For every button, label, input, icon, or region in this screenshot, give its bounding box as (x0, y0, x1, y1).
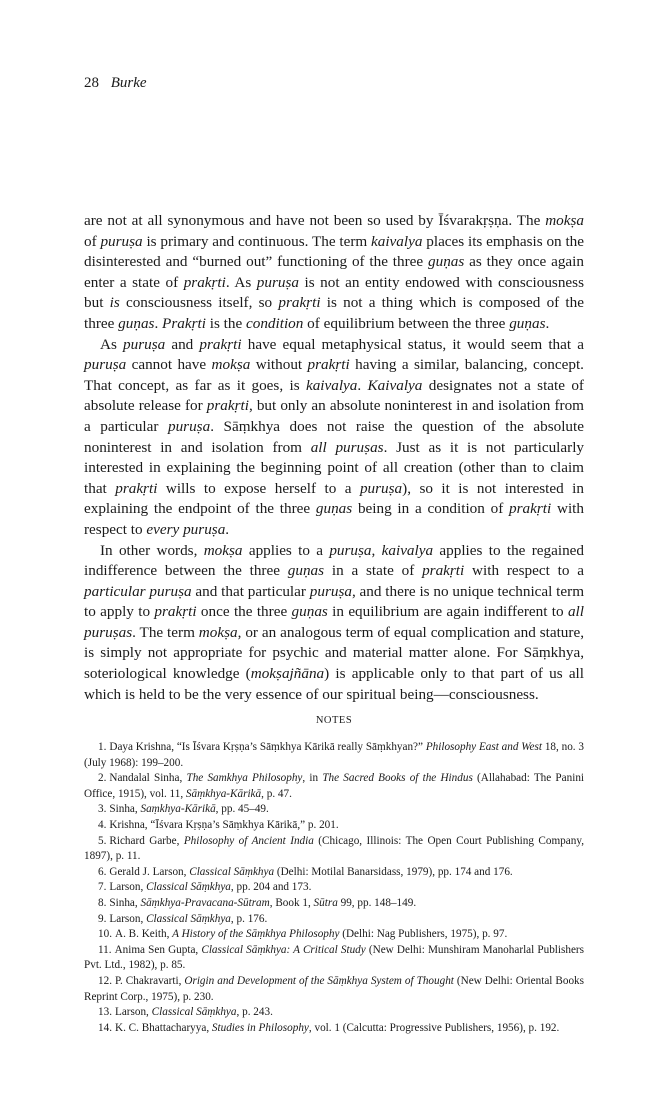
text-run: , and there is no unique technical term to apply to (84, 582, 585, 621)
note-number: 1. (98, 741, 107, 753)
italic-term: prakṛti (115, 479, 158, 497)
text-run: , pp. 45–49. (215, 803, 269, 816)
body-text (84, 211, 584, 705)
italic-term: Sūtra (313, 896, 338, 909)
italic-term: Saṃkhya-Kārikā (140, 803, 216, 816)
text-run: , vol. 1 (Calcutta: Progressive Publishers, 1956), p. 192. (308, 1021, 560, 1034)
note-number: 14. (98, 1021, 112, 1034)
text-run: (New Delhi: Oriental Books Reprint Corp., 1975), p. 230. (84, 974, 584, 1003)
italic-term: Classical Sāṃkhya (151, 1006, 237, 1019)
italic-term: guṇas (291, 603, 328, 621)
note-item (84, 912, 584, 928)
note-number: 8. (98, 896, 107, 909)
italic-term: puruṣa (256, 273, 299, 291)
italic-term: prakṛti (422, 562, 465, 580)
italic-term: Sāṃkhya-Pravacana-Sūtram (140, 896, 270, 909)
text-run: Sinha, (109, 896, 141, 909)
italic-term: The Sacred Books of the Hindus (322, 772, 473, 785)
text-run: (Delhi: Motilal Banarsidass, 1979), pp. 174 and 176. (274, 865, 513, 878)
text-run: Sinha, (109, 803, 141, 816)
italic-term: The Samkhya Philosophy (186, 772, 303, 785)
text-run: (New Delhi: Munshiram Manoharlal Publishers Pvt. Ltd., 1982), p. 85. (84, 943, 584, 972)
italic-term: mokṣa (203, 541, 243, 559)
italic-term: is (109, 294, 120, 312)
text-run: without (250, 356, 308, 374)
text-run: once the three (196, 603, 292, 621)
italic-term: particular puruṣa (84, 582, 192, 600)
text-run: places its emphasis on the disinterested and “burned out” functioning of the three (84, 232, 584, 271)
italic-term: guṇas (315, 500, 353, 518)
italic-term: puruṣa (123, 335, 166, 353)
note-item (84, 834, 584, 865)
text-run: 99, pp. 148–149. (337, 896, 417, 909)
text-run: , pp. 204 and 173. (230, 881, 312, 894)
note-number: 2. (98, 772, 107, 785)
text-run: Gerald J. Larson, (109, 865, 190, 878)
text-run: and that particular (191, 582, 310, 600)
text-run: is the (205, 314, 246, 332)
italic-term: prakṛti (154, 603, 197, 621)
italic-term: puruṣa (167, 417, 211, 435)
text-run: in equilibrium are again indifferent to (327, 603, 568, 621)
text-run: is not an entity endowed with consciousness but (84, 273, 584, 312)
italic-term: guṇas (118, 314, 155, 332)
italic-term: prakṛti (183, 273, 226, 291)
italic-term: mokṣa (198, 623, 238, 641)
text-run: (Chicago, Illinois: The Open Court Publishing Company, 1897), p. 11. (84, 834, 584, 863)
italic-term: Classical Sāṃkhya: A Critical Study (201, 943, 366, 956)
italic-term: Classical Sāṃkhya (189, 865, 275, 878)
note-item (84, 974, 584, 1005)
text-run: . (357, 376, 368, 394)
italic-term: prakṛti (307, 356, 350, 374)
text-run: As (100, 335, 124, 353)
text-run: cannot have (126, 356, 212, 374)
italic-term: A History of the Sāṃkhya Philosophy (172, 928, 340, 941)
text-run: ) is applicable only to that part of us all which is held to be the very essence of our spiritual being—consciousness. (84, 665, 584, 703)
italic-term: mokṣa (545, 212, 584, 229)
text-run: of equilibrium between the three (303, 314, 510, 332)
note-number: 10. (98, 928, 112, 941)
note-item (84, 1005, 584, 1021)
text-run: P. Chakravarti, (114, 974, 185, 987)
text-run: are not at all synonymous and have not been so used by Īśvarakṛṣṇa. The (84, 212, 546, 229)
note-item (84, 740, 584, 771)
italic-term: prakṛti (206, 397, 249, 415)
text-run: Richard Garbe, (109, 834, 184, 847)
note-number: 3. (98, 803, 107, 816)
italic-term: puruṣa (329, 541, 372, 559)
text-run: (Allahabad: The Panini Office, 1915), vol. 11, (84, 772, 585, 800)
italic-term: Classical Sāṃkhya (146, 881, 231, 894)
note-number: 13. (98, 1006, 112, 1019)
italic-term: guṇas (428, 253, 465, 271)
text-run: in a state of (324, 562, 423, 580)
italic-term: Kaivalya (367, 376, 423, 394)
text-run: A. B. Keith, (114, 928, 173, 941)
text-run: Larson, (114, 1006, 152, 1019)
italic-term: all puruṣas (310, 438, 384, 456)
text-run: Larson, (109, 912, 147, 925)
italic-term: mokṣa (211, 356, 251, 374)
body-paragraph (84, 335, 584, 541)
italic-term: all puruṣas (84, 603, 584, 641)
note-number: 7. (98, 881, 107, 894)
italic-term: puruṣa (359, 479, 403, 497)
text-run: , p. 243. (236, 1006, 273, 1019)
text-run: applies to a (242, 541, 330, 559)
italic-term: prakṛti (199, 335, 242, 353)
text-run: and (165, 335, 200, 353)
text-run: applies to the regained indifference between the three (84, 541, 584, 580)
text-run: Anima Sen Gupta, (114, 943, 202, 956)
text-run: wills to expose herself to a (157, 479, 360, 497)
body-paragraph (84, 541, 584, 706)
italic-term: condition (246, 314, 304, 332)
text-run: having a similar, balancing, concept. That concept, as far as it goes, is (84, 356, 584, 394)
note-number: 4. (98, 818, 107, 831)
italic-term: Classical Sāṃkhya (146, 912, 231, 925)
text-run: , in (302, 772, 323, 785)
text-run: being in a condition of (352, 500, 510, 518)
note-item (84, 818, 584, 834)
note-number: 6. (98, 865, 107, 878)
text-run: is primary and continuous. The term (142, 232, 371, 250)
italic-term: guṇas (509, 314, 546, 332)
text-run: have equal metaphysical status, it would seem that a (241, 335, 584, 353)
text-run: In other words, (100, 541, 204, 559)
italic-term: Origin and Development of the Sāṃkhya System of Thought (184, 974, 454, 987)
text-run: designates not a state of absolute release for (84, 376, 584, 415)
text-run: ), so it is not interested in explaining the endpoint of the three (84, 479, 584, 518)
notes-heading: NOTES (315, 715, 353, 726)
text-run: with respect to (84, 500, 584, 538)
italic-term: kaivalya (381, 541, 434, 559)
note-item (84, 771, 584, 802)
italic-term: every puruṣa (146, 520, 226, 538)
italic-term: Prakṛti (162, 314, 206, 332)
text-run: , Book 1, (269, 896, 314, 909)
text-run: Larson, (109, 881, 147, 894)
text-run: , p. 176. (230, 912, 268, 925)
text-run: . (545, 314, 550, 332)
italic-term: kaivalya (305, 376, 358, 394)
body-paragraph (84, 211, 584, 335)
note-item (84, 943, 584, 974)
text-run: . Just as it is not particularly interested in explaining the beginning point of all creation (other than to claim that (84, 438, 585, 497)
text-run: , or an analogous term of equal complication and stature, is simply not appropriate for psychic and material matter alone. For Sāṃkhya, soteriological knowledge ( (84, 623, 584, 683)
text-run: Daya Krishna, “Is Īśvara Kṛṣṇa’s Sāṃkhya Kārikā really Sāṃkhyan?” (109, 741, 426, 753)
text-run: Krishna, “Īśvara Kṛṣṇa’s Sāṃkhya Kārikā,” p. 201. (109, 818, 339, 831)
text-run: . The term (132, 623, 199, 641)
note-item (84, 865, 584, 881)
italic-term: kaivalya (371, 232, 423, 250)
italic-term: Philosophy of Ancient India (183, 834, 314, 847)
note-item (84, 802, 584, 818)
italic-term: puruṣa (84, 356, 127, 374)
italic-term: puruṣa (309, 582, 352, 600)
italic-term: guṇas (287, 562, 325, 580)
running-head-author: Burke (110, 75, 147, 91)
text-run: , p. 47. (261, 787, 292, 800)
note-number: 12. (98, 974, 112, 987)
text-run: 18, no. 3 (July 1968): 199–200. (84, 741, 585, 769)
running-head (84, 74, 147, 92)
note-number: 5. (98, 834, 107, 847)
text-run: (Delhi: Nag Publishers, 1975), p. 97. (339, 928, 508, 941)
note-number: 9. (98, 912, 107, 925)
text-run: K. C. Bhattacharyya, (114, 1021, 212, 1034)
text-run: is not a thing which is composed of the three (84, 294, 584, 332)
text-run: with respect to a (464, 562, 584, 580)
note-item (84, 896, 584, 912)
text-run: . As (225, 273, 257, 291)
text-run: of (84, 232, 101, 250)
italic-term: puruṣa (100, 232, 143, 250)
note-item (84, 927, 584, 943)
italic-term: Studies in Philosophy (211, 1021, 309, 1034)
italic-term: mokṣajñāna (250, 665, 325, 683)
italic-term: prakṛti (509, 500, 552, 518)
page-number: 28 (84, 75, 99, 91)
text-run: consciousness itself, so (119, 294, 279, 312)
text-run: . (225, 520, 230, 538)
text-run: Nandalal Sinha, (109, 772, 187, 785)
italic-term: prakṛti (278, 294, 321, 312)
text-run: as they once again enter a state of (84, 253, 584, 291)
text-run: , (371, 541, 382, 559)
text-run: , but only an absolute noninterest in and isolation from a particular (84, 397, 584, 435)
note-item (84, 1021, 584, 1037)
italic-term: Philosophy East and West (425, 741, 542, 753)
text-run: . Sāṃkhya does not raise the question of the absolute noninterest in and isolation from (84, 417, 584, 456)
note-item (84, 880, 584, 896)
italic-term: Sāṃkhya-Kārikā (185, 787, 262, 800)
notes-list (84, 740, 584, 1036)
note-number: 11. (98, 943, 112, 956)
text-run: . (154, 314, 163, 332)
